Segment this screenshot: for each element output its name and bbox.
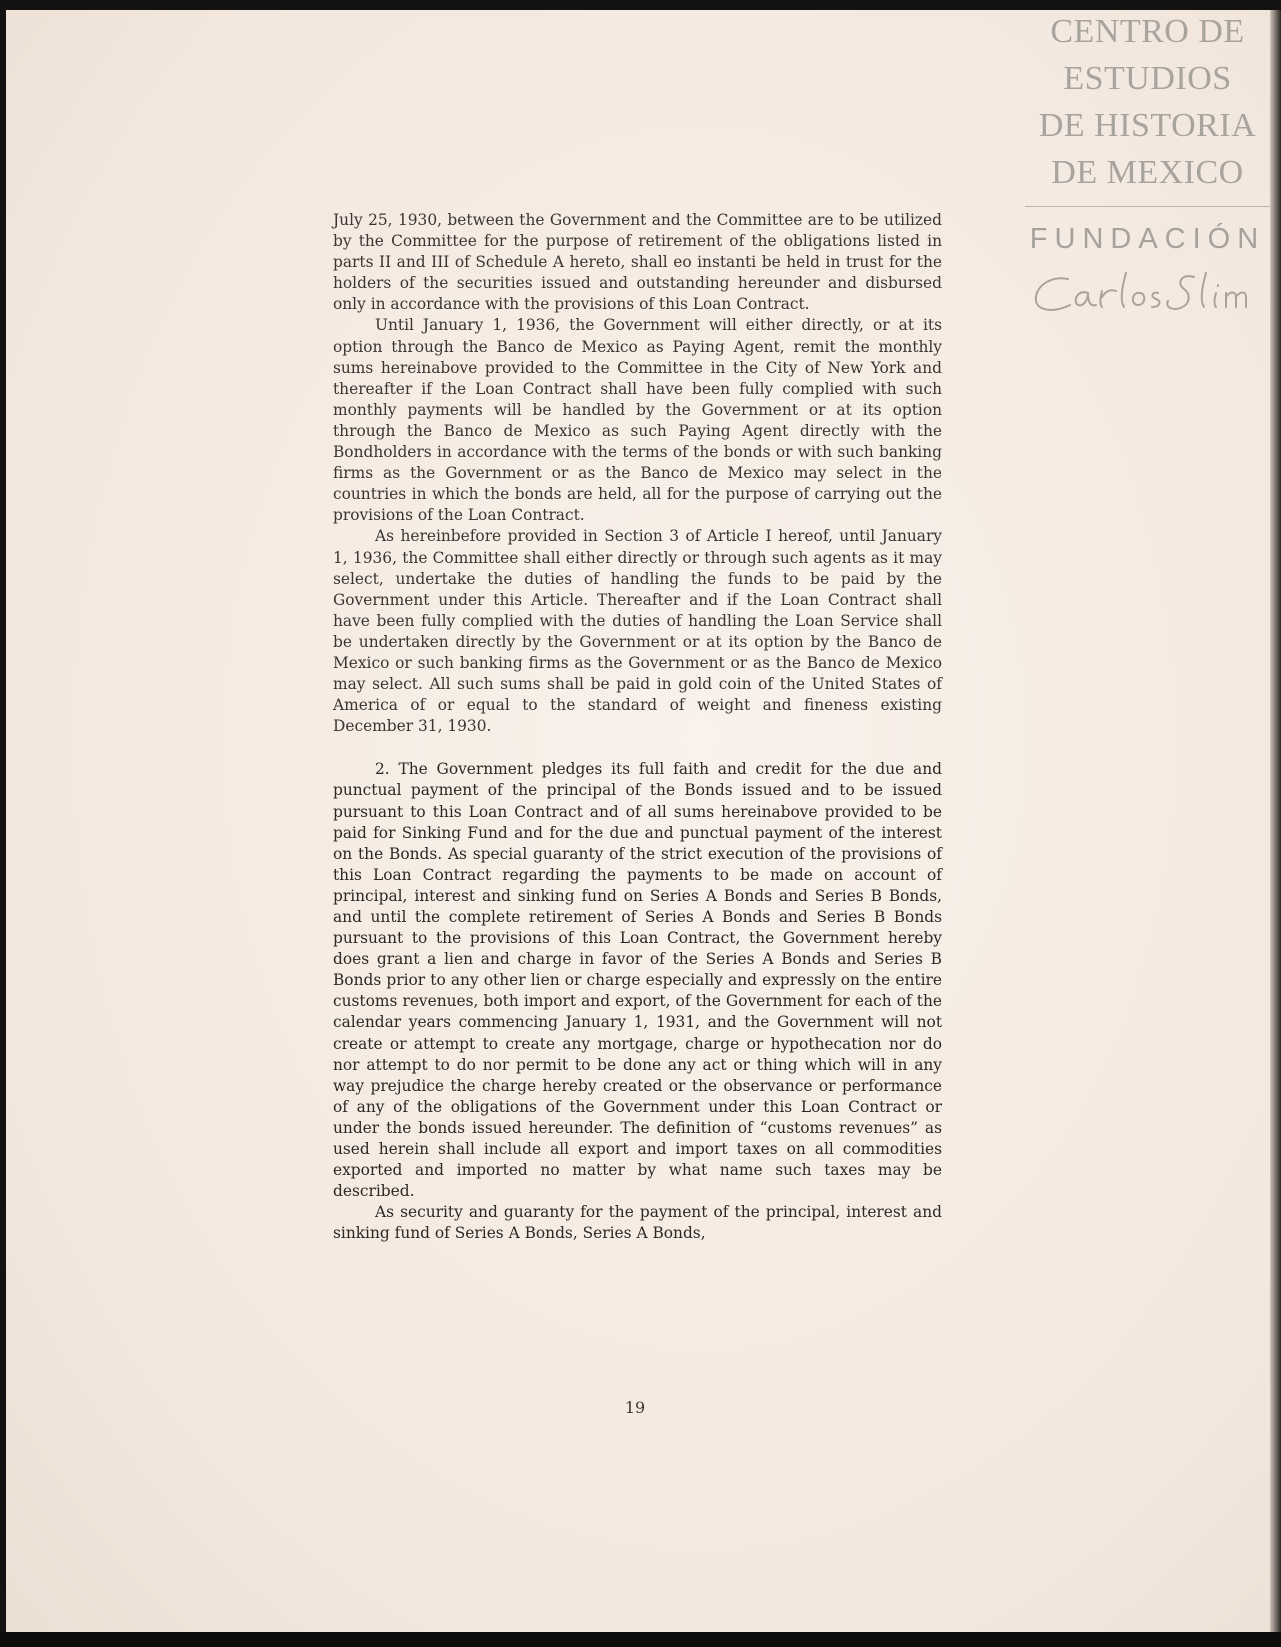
document-body (333, 210, 942, 1245)
paragraph: 2. The Government pledges its full faith and credit for the due and punctual payment of the principal of the Bonds issued and to be issued pursuant to this Loan Contract and of all sums hereinabove provided to be paid for Sinking Fund and for the due and punctual payment of the interest on the Bonds. As special guaranty of the strict execution of the provisions of this Loan Contract regarding the payments to be made on account of principal, interest and sinking fund on Series A Bonds and Series B Bonds, and until the complete retirement of Series A Bonds and Series B Bonds pursuant to the provisions of this Loan Contract, the Government hereby does grant a lien and charge in favor of the Series A Bonds and Series B Bonds prior to any other lien or charge especially and expressly on the entire customs revenues, both import and export, of the Government for each of the calendar years commencing January 1, 1931, and the Government will not create or attempt to create any mortgage, charge or hypothecation nor do nor attempt to do nor permit to be done any act or thing which will in any way prejudice the charge hereby created or the observance or performance of any of the obligations of the Government under this Loan Contract or under the bonds issued hereunder. The definition of “customs revenues” as used herein shall include all export and import taxes on all commodities exported and imported no matter by what name such taxes may be described. (333, 760, 942, 1201)
watermark-line: DE MEXICO (1051, 154, 1244, 191)
background-strip (0, 1632, 1281, 1647)
page-edge-shadow (1270, 10, 1281, 1647)
paragraph: July 25, 1930, between the Government and the Committee are to be utilized by the Committee for the purpose of retirement of the obligations listed in parts II and III of Schedule A hereto, shall eo instanti be held in trust for the holders of the securities issued and outstanding hereunder and disbursed only in accordance with the provisions of this Loan Contract. (333, 211, 942, 314)
watermark-divider (1025, 206, 1270, 207)
page-number: 19 (624, 1398, 646, 1417)
paragraph: As security and guaranty for the payment of the principal, interest and sinking fund of Series A Bonds, Series A Bonds, (333, 1203, 942, 1243)
watermark-line: ESTUDIOS (1063, 60, 1232, 97)
watermark-line: CENTRO DE (1050, 13, 1245, 50)
archive-watermark (1025, 8, 1270, 319)
paragraph: Until January 1, 1936, the Government will either directly, or at its option through the Banco de Mexico as Paying Agent, remit the monthly sums hereinabove provided to the Committee in the City of New York and thereafter if the Loan Contract shall have been fully complied with such monthly payments will be handled by the Government or at its option through the Banco de Mexico as such Paying Agent directly with the Bondholders in accordance with the terms of the bonds or with such banking firms as the Government or as the Banco de Mexico may select in the countries in which the bonds are held, all for the purpose of carrying out the provisions of the Loan Contract. (333, 316, 942, 525)
signature-icon (1025, 267, 1270, 319)
paragraph: As hereinbefore provided in Section 3 of Article I hereof, until January 1, 1936, the Committee shall either directly or through such agents as it may select, undertake the duties of handling the funds to be paid by the Government under this Article. Thereafter and if the Loan Contract shall have been fully complied with the duties of handling the Loan Service shall be undertaken directly by the Government or at its option by the Banco de Mexico or such banking firms as the Government or as the Banco de Mexico may select. All such sums shall be paid in gold coin of the United States of America of or equal to the standard of weight and fineness existing December 31, 1930. (333, 527, 942, 736)
watermark-line: DE HISTORIA (1038, 107, 1257, 144)
watermark-foundation: FUNDACIÓN (1029, 223, 1266, 255)
